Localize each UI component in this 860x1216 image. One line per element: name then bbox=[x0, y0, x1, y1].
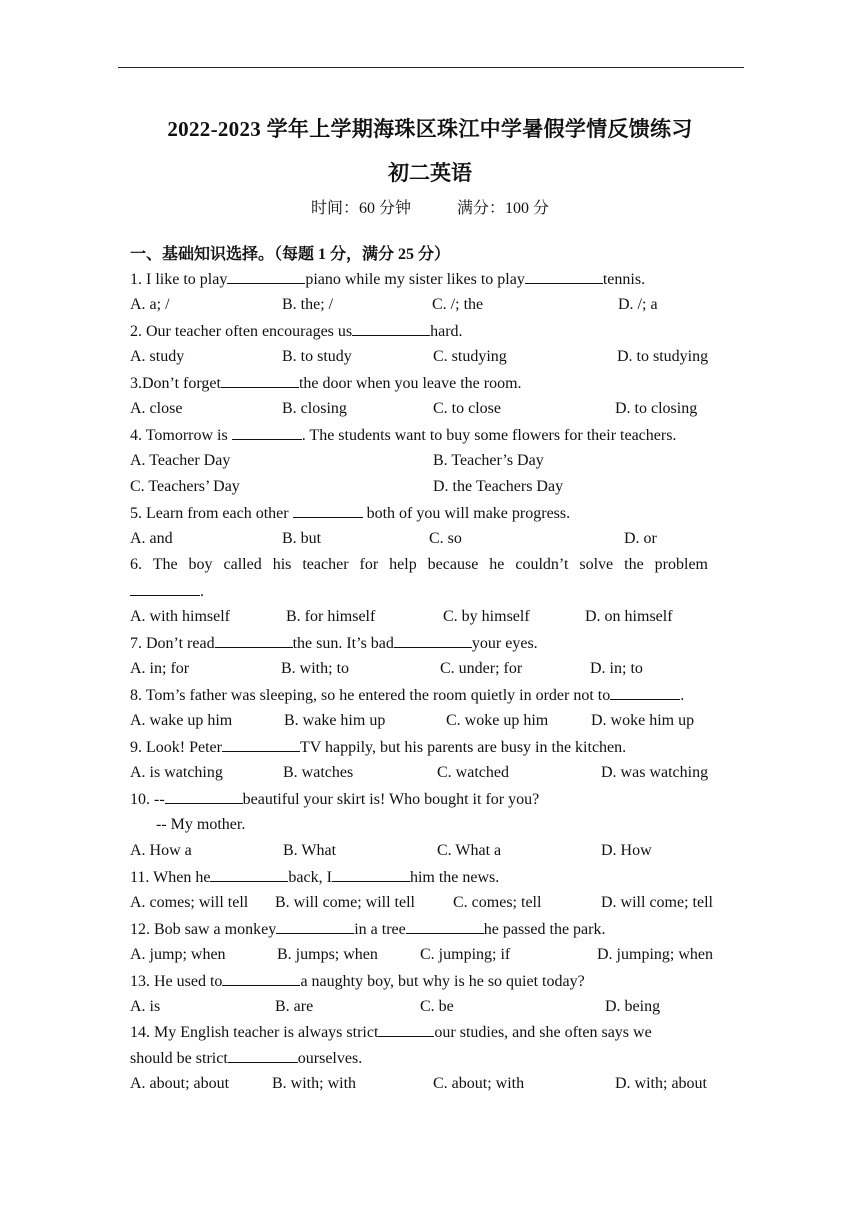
option-a: A. a; / bbox=[130, 296, 170, 313]
question-2: 2. Our teacher often encourages us hard. bbox=[130, 323, 463, 340]
question-6: 6. The boy called his teacher for help because he couldn’t solve the problem bbox=[130, 556, 708, 573]
option-d: D. woke him up bbox=[591, 712, 695, 729]
question-1: 1. I like to play piano while my sister likes to play tennis. bbox=[130, 271, 646, 288]
option-d: D. jumping; when bbox=[597, 946, 713, 963]
question-14-cont: should be strict ourselves. bbox=[130, 1050, 363, 1067]
question-6-cont: . bbox=[130, 581, 204, 602]
option-a: A. in; for bbox=[130, 660, 190, 677]
option-a: A. wake up him bbox=[130, 712, 233, 729]
option-c: C. comes; tell bbox=[453, 894, 542, 911]
option-a: A. about; about bbox=[130, 1075, 230, 1092]
option-b: B. closing bbox=[282, 400, 347, 417]
answer-blank[interactable] bbox=[276, 919, 354, 934]
option-c: C. under; for bbox=[440, 660, 523, 677]
option-d: D. or bbox=[624, 530, 657, 547]
option-c: C. woke up him bbox=[446, 712, 549, 729]
option-a: A. is bbox=[130, 998, 161, 1015]
option-d: D. /; a bbox=[618, 296, 658, 313]
section-heading: 一、基础知识选择。（每题 1 分，满分 25 分） bbox=[130, 246, 451, 263]
option-c: C. jumping; if bbox=[420, 946, 511, 963]
answer-blank[interactable] bbox=[130, 581, 200, 596]
question-9: 9. Look! Peter TV happily, but his parents are busy in the kitchen. bbox=[130, 739, 627, 756]
dialogue-reply: -- My mother. bbox=[156, 816, 246, 833]
option-b: B. to study bbox=[282, 348, 352, 365]
option-a: A. with himself bbox=[130, 608, 230, 625]
answer-blank[interactable] bbox=[352, 321, 430, 336]
question-13: 13. He used to a naughty boy, but why is he so quiet today? bbox=[130, 973, 585, 990]
answer-blank[interactable] bbox=[215, 633, 293, 648]
answer-blank[interactable] bbox=[222, 737, 300, 752]
document-subtitle: 初二英语 bbox=[388, 161, 472, 185]
option-b: B. will come; will tell bbox=[275, 894, 415, 911]
option-a: A. Teacher Day bbox=[130, 452, 231, 469]
option-b: B. with; to bbox=[281, 660, 350, 677]
option-c: C. be bbox=[420, 998, 454, 1015]
option-b: B. jumps; when bbox=[277, 946, 378, 963]
answer-blank[interactable] bbox=[394, 633, 472, 648]
option-c: C. What a bbox=[437, 842, 502, 859]
option-c: C. so bbox=[429, 530, 462, 547]
exam-meta bbox=[0, 195, 860, 218]
option-c: C. to close bbox=[433, 400, 501, 417]
document-title: 2022-2023 学年上学期海珠区珠江中学暑假学情反馈练习 bbox=[167, 117, 693, 141]
time-limit: 时间：60 分钟 bbox=[310, 200, 411, 217]
option-a: A. comes; will tell bbox=[130, 894, 249, 911]
option-a: A. How a bbox=[130, 842, 192, 859]
question-7: 7. Don’t read the sun. It’s bad your eyes. bbox=[130, 635, 538, 652]
option-c: C. /; the bbox=[432, 296, 484, 313]
question-14: 14. My English teacher is always strict our studies, and she often says we bbox=[130, 1024, 652, 1041]
answer-blank[interactable] bbox=[165, 789, 243, 804]
answer-blank[interactable] bbox=[406, 919, 484, 934]
question-5: 5. Learn from each other both of you will make progress. bbox=[130, 505, 571, 522]
option-d: D. the Teachers Day bbox=[433, 478, 564, 495]
question-11: 11. When he back, I him the news. bbox=[130, 869, 500, 886]
header-rule bbox=[118, 67, 744, 68]
option-a: A. is watching bbox=[130, 764, 223, 781]
option-a: A. close bbox=[130, 400, 183, 417]
answer-blank[interactable] bbox=[228, 1048, 298, 1063]
option-d: D. with; about bbox=[615, 1075, 707, 1092]
answer-blank[interactable] bbox=[525, 269, 603, 284]
option-c: C. watched bbox=[437, 764, 509, 781]
option-b: B. Teacher’s Day bbox=[433, 452, 544, 469]
option-b: B. wake him up bbox=[284, 712, 386, 729]
answer-blank[interactable] bbox=[222, 971, 300, 986]
answer-blank[interactable] bbox=[610, 685, 680, 700]
question-10: 10. -- beautiful your skirt is! Who bought it for you? bbox=[130, 791, 540, 808]
option-b: B. but bbox=[282, 530, 322, 547]
option-b: B. with; with bbox=[272, 1075, 357, 1092]
option-a: A. study bbox=[130, 348, 185, 365]
option-d: D. How bbox=[601, 842, 652, 859]
option-b: B. for himself bbox=[286, 608, 376, 625]
answer-blank[interactable] bbox=[227, 269, 305, 284]
option-d: D. will come; tell bbox=[601, 894, 713, 911]
answer-blank[interactable] bbox=[232, 425, 302, 440]
option-d: D. being bbox=[605, 998, 661, 1015]
option-b: B. are bbox=[275, 998, 314, 1015]
answer-blank[interactable] bbox=[293, 503, 363, 518]
option-c: C. studying bbox=[433, 348, 507, 365]
answer-blank[interactable] bbox=[221, 373, 299, 388]
answer-blank[interactable] bbox=[332, 867, 410, 882]
option-d: D. on himself bbox=[585, 608, 673, 625]
option-b: B. watches bbox=[283, 764, 354, 781]
option-c: C. by himself bbox=[443, 608, 530, 625]
question-3: 3.Don’t forget the door when you leave the room. bbox=[130, 375, 522, 392]
question-8: 8. Tom’s father was sleeping, so he entered the room quietly in order not to . bbox=[130, 687, 685, 704]
option-d: D. to closing bbox=[615, 400, 698, 417]
option-c: C. about; with bbox=[433, 1075, 525, 1092]
option-c: C. Teachers’ Day bbox=[130, 478, 240, 495]
option-a: A. and bbox=[130, 530, 173, 547]
option-b: B. What bbox=[283, 842, 337, 859]
option-d: D. in; to bbox=[590, 660, 643, 677]
question-12: 12. Bob saw a monkey in a tree he passed the park. bbox=[130, 921, 606, 938]
question-4: 4. Tomorrow is . The students want to buy some flowers for their teachers. bbox=[130, 427, 677, 444]
option-d: D. to studying bbox=[617, 348, 709, 365]
option-b: B. the; / bbox=[282, 296, 334, 313]
option-d: D. was watching bbox=[601, 764, 709, 781]
option-a: A. jump; when bbox=[130, 946, 226, 963]
full-score: 满分：100 分 bbox=[457, 200, 550, 217]
answer-blank[interactable] bbox=[378, 1022, 434, 1037]
answer-blank[interactable] bbox=[210, 867, 288, 882]
